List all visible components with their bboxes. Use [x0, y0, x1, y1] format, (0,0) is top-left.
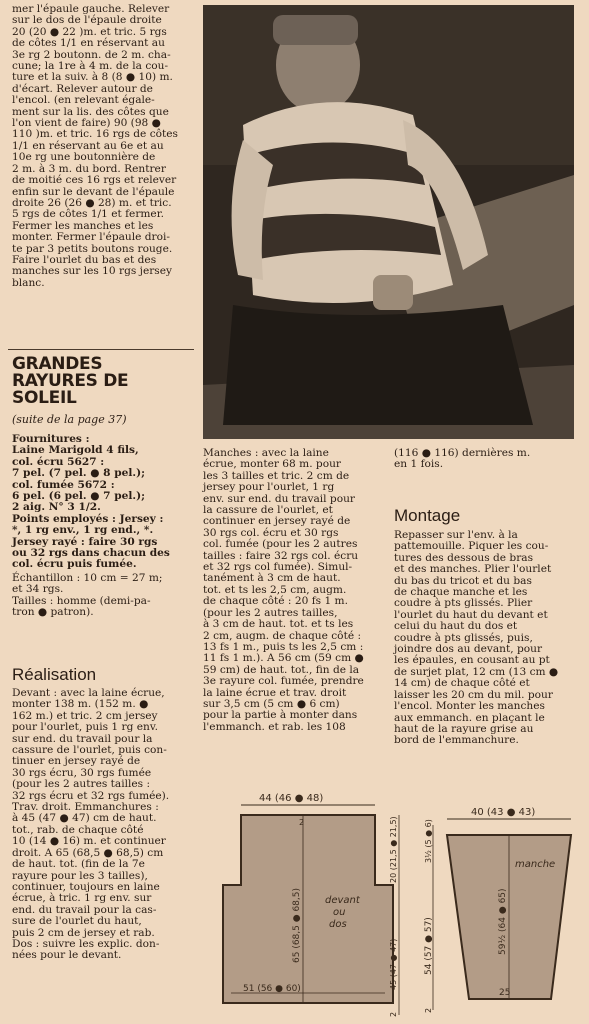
sleeve-hem-label: 2 [424, 1007, 433, 1013]
col3-top-block [394, 448, 574, 471]
body-piece-label-line2: ou [333, 907, 346, 918]
body-height-measure: 65 (68,5 ● 68,5) [292, 888, 302, 963]
fournitures-block [12, 434, 194, 571]
realisation-text: Devant : avec la laine écrue, monter 138 m. (152 m. ● 162 m.) et tric. 2 cm jersey pour l'ourlet, puis 1 rg env. sur end. du travail pour la cassure de l'ourlet, puis con- tinuer en jersey rayé de 30 rgs écru, 30 rgs fumée (pour les 2 autres tailles : 32 rgs écru et 32 rgs fumée). Trav. droit. Emmanchures : à 45 (47 ● 47) cm de haut. tot., rab. de chaque côté 10 (14 ● 16) m. et continuer droit. A 65 (68,5 ● 68,5) cm de haut. tot. (fin de la 7e rayure pour les 3 tailles), continuer, toujours en laine écrue, à tric. 1 rg env. sur end. du travail pour la cas- sure de l'ourlet du haut, puis 2 cm de jersey et rab. Dos : suivre les explic. don- nées pour le devant. [12, 687, 170, 962]
sleeve-top-measure: 40 (43 ● 43) [471, 807, 536, 818]
section-title: GRANDES RAYURES DE SOLEIL [12, 354, 129, 408]
continuation-text [12, 4, 192, 289]
section-divider [8, 349, 194, 350]
col3-top-text: (116 ● 116) dernières m. en 1 fois. [394, 447, 531, 471]
realisation-block [12, 688, 194, 962]
armhole-depth-measure: 20 (21,5 ● 21,5) [389, 816, 398, 883]
echantillon-block [12, 573, 194, 619]
body-hem-bottom-label: 2 [389, 1011, 398, 1017]
photo-illustration [203, 5, 574, 439]
echantillon-text: Échantillon : 10 cm = 27 m; et 34 rgs. Tailles : homme (demi-pa- tron ● patron). [12, 572, 163, 619]
sweater-photo [203, 5, 574, 439]
montage-heading: Montage [394, 506, 461, 525]
body-piece-label-line3: dos [329, 919, 347, 930]
section-subtitle: (suite de la page 37) [12, 413, 127, 426]
fournitures-text: Fournitures : Laine Marigold 4 fils, col. écru 5627 : 7 pel. (7 pel. ● 8 pel.); col. fumée 5672 : 6 pel. (6 pel. ● 7 pel.); 2 aig. N° 3 1/2. Points employés : Jersey : *, 1 rg env., 1 rg end., *. Jersey rayé : faire 30 rgs ou 32 rgs dans chacun des col. écru puis fumée. [12, 433, 170, 571]
montage-block [394, 530, 574, 747]
manches-text: Manches : avec la laine écrue, monter 68 m. pour les 3 tailles et tric. 2 cm de jersey pour l'ourlet, 1 rg env. sur end. du travail pour la cassure de l'ourlet, et continuer en jersey rayé de 30 rgs col. écru et 30 rgs col. fumée (pour les 2 autres tailles : faire 32 rgs col. écru et 32 rgs col fumée). Simul- tanément à 3 cm de haut. tot. et ts les 2,5 cm, augm. de chaque côté : 20 fs 1 m. (pour les 2 autres tailles, à 3 cm de haut. tot. et ts les 2 cm, augm. de chaque côté : 13 fs 1 m., puis ts les 2,5 cm : 11 fs 1 m.). A 56 cm (59 cm ● 59 cm) de haut. tot., fin de la 3e rayure col. fumée, prendre la laine écrue et trav. droit sur 3,5 cm (5 cm ● 6 cm) pour la partie à monter dans l'emmanch. et rab. les 108 [203, 447, 364, 733]
sleeve-top-height-measure: 3½ (5 ● 6) [424, 819, 433, 863]
body-total-measure: 45 (47 ● 47) [389, 938, 398, 990]
sleeve-height-measure: 59½ (64 ● 65) [498, 888, 508, 955]
sleeve-lower-measure: 54 (57 ● 57) [424, 917, 434, 975]
body-piece-label-line1: devant [325, 895, 360, 906]
sleeve-piece-label: manche [515, 859, 556, 870]
realisation-heading: Réalisation [12, 665, 97, 684]
body-bottom-measure: 51 (56 ● 60) [243, 984, 301, 994]
body-hem-top-label: 2 [299, 818, 305, 827]
body-pattern-shape [223, 815, 393, 1003]
sleeve-bottom-measure: 25 [499, 988, 511, 998]
montage-text: Repasser sur l'env. à la pattemouille. Piquer les cou- tures des dessous de bras et des manches. Plier l'ourlet du bas du tricot et du bas de chaque manche et les coudre à pts glissés. Plier l'ourlet du haut du devant et celui du haut du dos et coudre à pts glissés, puis, joindre dos au devant, pour les épaules, en cousant au pt de surjet plat, 12 cm (13 cm ● 14 cm) de chaque côté et laisser les 20 cm du mil. pour l'encol. Monter les manches aux emmanch. en plaçant le haut de la rayure grise au bord de l'emmanchure. [394, 529, 559, 747]
pattern-diagrams [203, 785, 589, 1024]
manches-block [203, 448, 384, 733]
body-top-measure: 44 (46 ● 48) [259, 793, 324, 804]
continuation-paragraph: mer l'épaule gauche. Relever sur le dos de l'épaule droite 20 (20 ● 22 )m. et tric. 5 rgs de côtes 1/1 en réservant au 3e rg 2 boutonn. de 2 m. cha- cune; la 1re à 4 m. de la cou- ture et la suiv. à 8 (8 ● 10) m. d'écart. Relever autour de l'encol. (en relevant égale- ment sur la lis. des côtes que l'on vient de faire) 90 (98 ● 110 )m. et tric. 16 rgs de côtes 1/1 en réservant au 6e et au 10e rg une boutonnière de 2 m. à 3 m. du bord. Rentrer de moitié ces 16 rgs et relever enfin sur le devant de l'épaule droite 26 (26 ● 28) m. et tric. 5 rgs de côtes 1/1 et fermer. Fermer les manches et les monter. Fermer l'épaule droi- te par 3 petits boutons rouge. Faire l'ourlet du bas et des manches sur les 10 rgs jersey blanc. [12, 3, 178, 289]
